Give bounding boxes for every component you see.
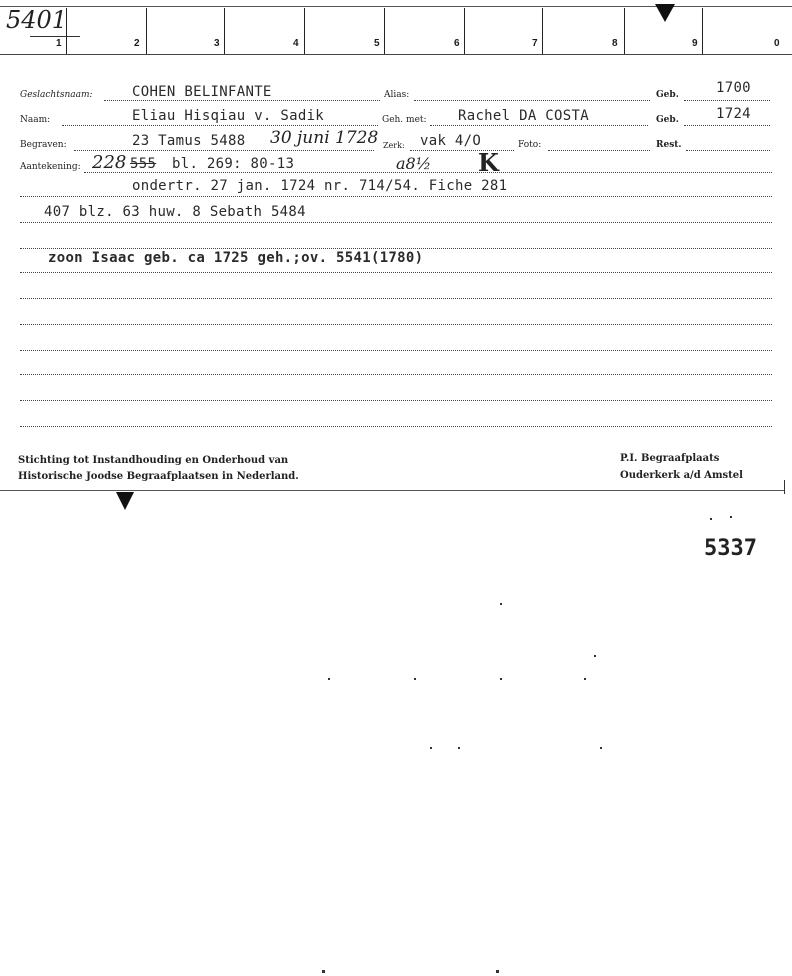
header-rule <box>0 54 792 55</box>
note-line-2: ondertr. 27 jan. 1724 nr. 714/54. Fiche 281 <box>132 178 508 194</box>
begraven-value: 23 Tamus 5488 <box>132 133 246 149</box>
column-number: 9 <box>692 38 698 49</box>
aantekening-k: K <box>478 148 499 177</box>
footer-cemetery-line1: P.I. Begraafplaats <box>620 453 720 464</box>
geb-label: Geb. <box>656 90 679 100</box>
column-number: 7 <box>532 38 538 49</box>
column-number: 3 <box>214 38 220 49</box>
begraven-handwritten: 30 juni 1728 <box>270 128 379 148</box>
geb-value: 1700 <box>716 80 751 96</box>
marker-triangle-bottom <box>116 492 134 510</box>
note-line-4: zoon Isaac geb. ca 1725 geh.;ov. 5541(1780) <box>48 250 424 266</box>
zerk-label: Zerk: <box>383 141 405 150</box>
foto-label: Foto: <box>518 140 542 150</box>
note-line-3: 407 blz. 63 huw. 8 Sebath 5484 <box>44 204 306 220</box>
footer-cemetery-line2: Ouderkerk a/d Amstel <box>620 470 743 481</box>
footer-foundation-line2: Historische Joodse Begraafplaatsen in Nederland. <box>18 471 299 482</box>
handwritten-card-number: 5401 <box>6 6 68 34</box>
column-number: 6 <box>454 38 460 49</box>
aantekening-label: Aantekening: <box>20 162 81 172</box>
geb-value: 1724 <box>716 106 751 122</box>
geb-label: Geb. <box>656 115 679 125</box>
underline-stroke <box>30 36 80 37</box>
rest-label: Rest. <box>656 140 682 150</box>
geslachtsnaam-label: Geslachtsnaam: <box>20 90 93 100</box>
alias-label: Alias: <box>384 90 410 100</box>
aantekening-handwritten: 228 <box>92 152 127 173</box>
geslachtsnaam-value: COHEN BELINFANTE <box>132 84 272 100</box>
aantekening-line1: bl. 269: 80-13 <box>172 156 295 172</box>
geh-met-label: Geh. met: <box>382 115 427 125</box>
column-number: 2 <box>134 38 140 49</box>
column-number: 1 <box>56 38 62 49</box>
geh-met-value: Rachel DA COSTA <box>458 108 589 124</box>
card-right-edge <box>784 480 785 494</box>
zerk-value: vak 4/O <box>420 133 482 149</box>
column-number: 8 <box>612 38 618 49</box>
footer-foundation-line1: Stichting tot Instandhouding en Onderhoud van <box>18 455 289 466</box>
aantekening-handwritten-2: a8½ <box>396 154 432 173</box>
marker-triangle-top <box>655 4 675 22</box>
begraven-label: Begraven: <box>20 140 67 150</box>
column-number: 0 <box>774 38 780 49</box>
aantekening-struck: 555 <box>130 156 157 172</box>
card-number: 5337 <box>704 536 757 561</box>
card-bottom-border <box>0 490 784 491</box>
naam-label: Naam: <box>20 115 51 125</box>
column-number: 4 <box>293 38 299 49</box>
column-number: 5 <box>374 38 380 49</box>
naam-value: Eliau Hisqiau v. Sadik <box>132 108 325 124</box>
